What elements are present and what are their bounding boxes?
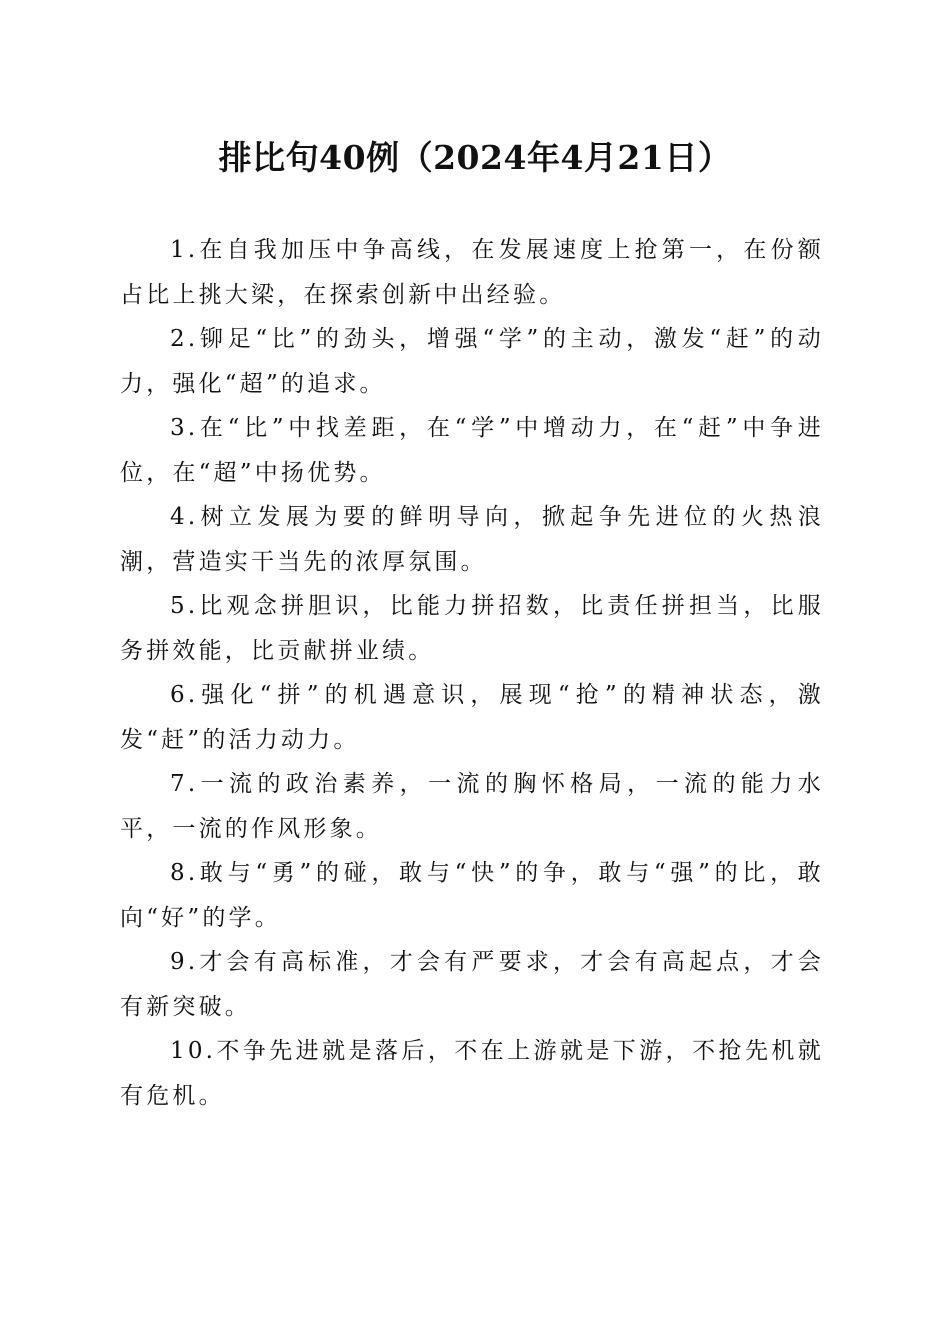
document-body bbox=[120, 228, 824, 1118]
paragraph-6: 6.强化“拼”的机遇意识，展现“抢”的精神状态，激发“赶”的活力动力。 bbox=[120, 682, 824, 753]
paragraph-2: 2.铆足“比”的劲头，增强“学”的主动，激发“赶”的动力，强化“超”的追求。 bbox=[120, 326, 824, 397]
paragraph-5: 5.比观念拼胆识，比能力拼招数，比责任拼担当，比服务拼效能，比贡献拼业绩。 bbox=[120, 593, 824, 664]
paragraph-3: 3.在“比”中找差距，在“学”中增动力，在“赶”中争进位，在“超”中扬优势。 bbox=[120, 415, 824, 486]
paragraph-4: 4.树立发展为要的鲜明导向，掀起争先进位的火热浪潮，营造实干当先的浓厚氛围。 bbox=[120, 504, 824, 575]
paragraph-1: 1.在自我加压中争高线，在发展速度上抢第一，在份额占比上挑大梁，在探索创新中出经验。 bbox=[120, 237, 824, 308]
paragraph-7: 7.一流的政治素养，一流的胸怀格局，一流的能力水平，一流的作风形象。 bbox=[120, 771, 824, 842]
paragraph-8: 8.敢与“勇”的碰，敢与“快”的争，敢与“强”的比，敢向“好”的学。 bbox=[120, 860, 824, 931]
paragraph-10: 10.不争先进就是落后，不在上游就是下游，不抢先机就有危机。 bbox=[120, 1038, 824, 1109]
document-title: 排比句40例（2024年4月21日） bbox=[218, 138, 732, 177]
paragraph-9: 9.才会有高标准，才会有严要求，才会有高起点，才会有新突破。 bbox=[120, 949, 824, 1020]
